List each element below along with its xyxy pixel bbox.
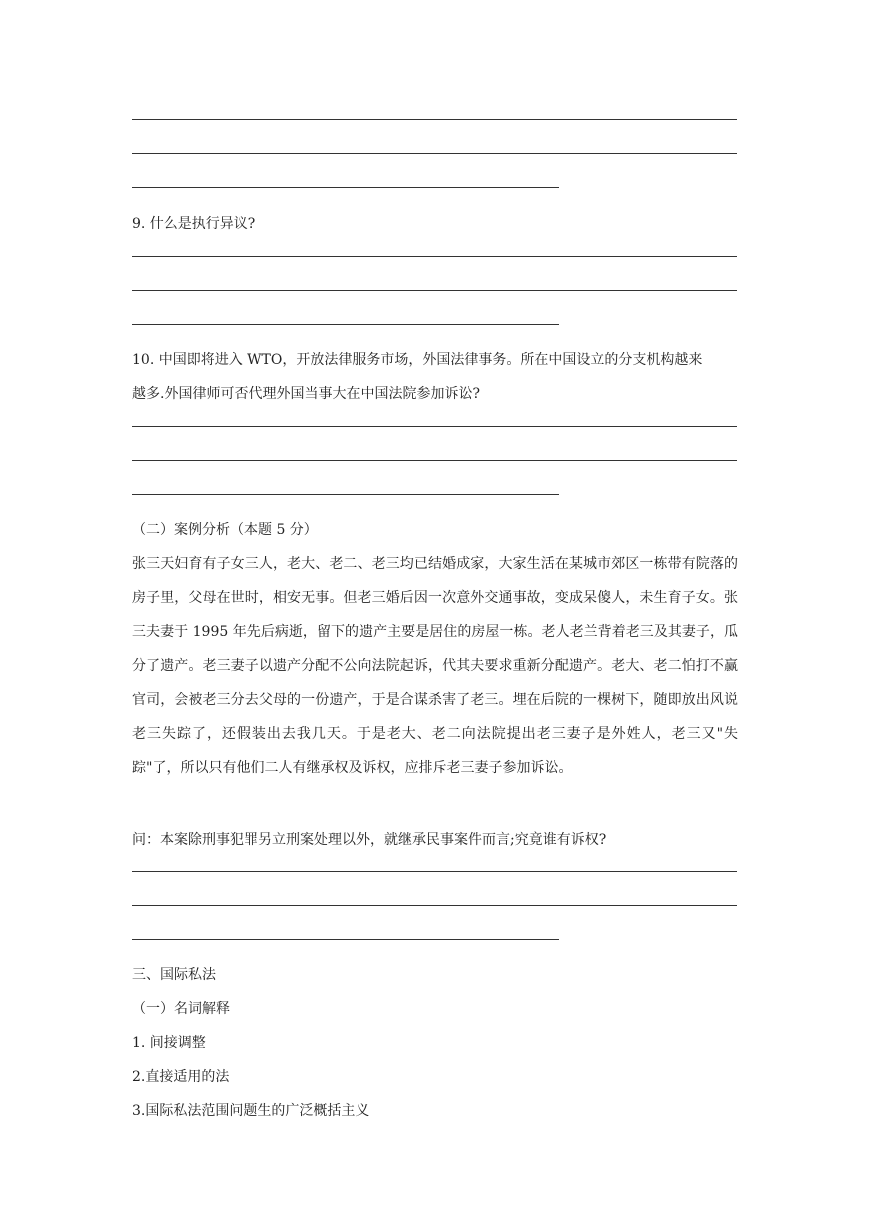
answer-line [132,187,559,188]
answer-line [132,426,737,427]
answer-line [132,871,737,872]
answer-line [132,290,737,291]
section-subheading: （一）名词解释 [132,1001,230,1017]
answer-line [132,153,737,154]
case-heading: （二）案例分析（本题 5 分） [132,522,318,538]
answer-line [132,256,737,257]
term-item: 3.国际私法范围问题生的广泛概括主义 [132,1103,370,1119]
question-10-line-1: 10. 中国即将进入 WTO，开放法律服务市场，外国法律事务。所在中国设立的分支机构越来 [132,352,703,368]
case-body: 张三天妇育有子女三人，老大、老二、老三均已结婚成家，大家生活在某城市郊区一栋带有院落的房子里，父母在世时，相安无事。但老三婚后因一次意外交通事故，变成呆傻人，未生育子女。张三夫妻于 1995 年先后病逝，留下的遗产主要是居住的房屋一栋。老人老兰背着老三及其妻子，瓜分了遗产。老三妻子以遗产分配不公向法院起诉，代其夫要求重新分配遗产。老大、老二怕打不赢官司，会被老三分去父母的一份遗产，于是合谋杀害了老三。埋在后院的一棵树下，随即放出风说老三失踪了，还假装出去我几天。于是老大、老二向法院提出老三妻子是外姓人，老三又"失踪"了，所以只有他们二人有继承权及诉权，应排斥老三妻子参加诉讼。 [132,556,738,776]
case-question: 问：本案除刑事犯罪另立刑案处理以外，就继承民事案件而言;究竟谁有诉权? [132,832,607,848]
term-item: 2.直接适用的法 [132,1069,230,1085]
answer-line [132,460,737,461]
answer-line [132,939,559,940]
question-10-line-2: 越多.外国律师可否代理外国当事大在中国法院参加诉讼? [132,386,480,402]
term-item: 1. 间接调整 [132,1035,206,1051]
section-title: 三、国际私法 [132,967,216,983]
question-9: 9. 什么是执行异议? [132,216,256,232]
answer-line [132,494,559,495]
answer-line [132,905,737,906]
answer-line [132,119,737,120]
answer-line [132,324,559,325]
